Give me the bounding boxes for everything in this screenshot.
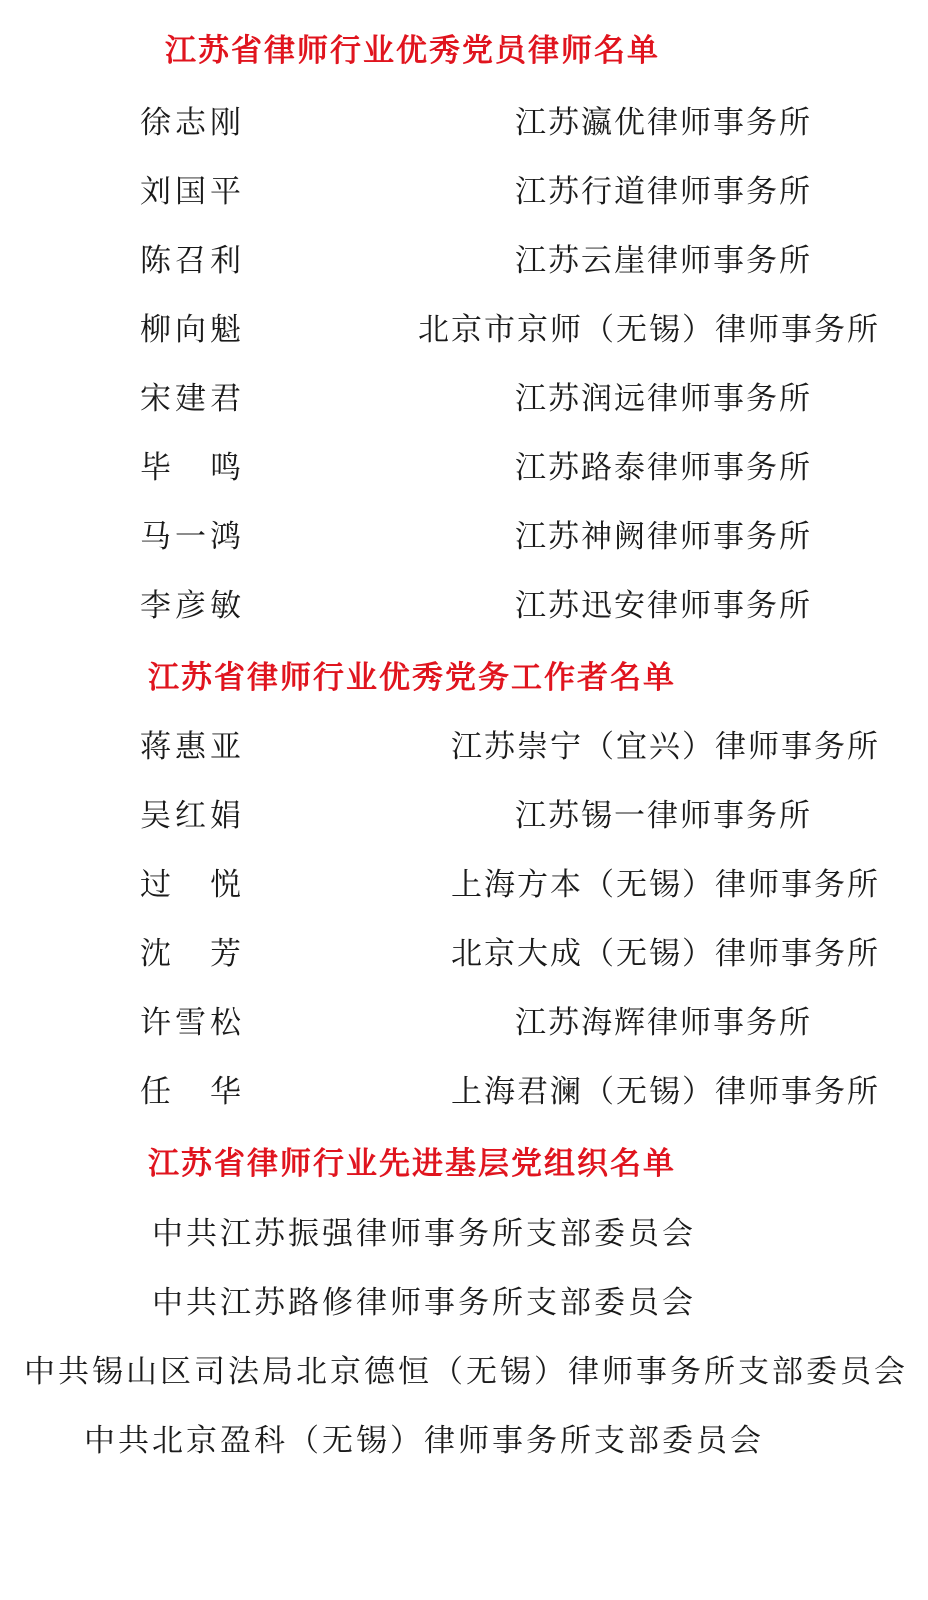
worker-name: 沈 芳 [140,936,245,972]
party-organization-name: 中共江苏振强律师事务所支部委员会 [152,1216,696,1252]
worker-name: 任 华 [140,1074,245,1110]
worker-name: 许雪松 [140,1005,245,1041]
law-firm-name: 江苏行道律师事务所 [515,174,812,210]
section-title-excellent-party-member-lawyers: 江苏省律师行业优秀党员律师名单 [165,33,660,69]
party-organization-name: 中共江苏路修律师事务所支部委员会 [152,1285,696,1321]
list-item [0,519,928,562]
worker-name: 蒋惠亚 [140,729,245,765]
law-firm-name: 江苏迅安律师事务所 [515,588,812,624]
list-item [0,105,928,148]
list-item [0,1074,928,1117]
list-item [0,381,928,424]
section-title-advanced-grassroots-party-organizations: 江苏省律师行业先进基层党组织名单 [148,1146,676,1182]
worker-name: 吴红娟 [140,798,245,834]
law-firm-name: 上海方本（无锡）律师事务所 [451,867,880,903]
law-firm-name: 江苏瀛优律师事务所 [515,105,812,141]
law-firm-name: 江苏润远律师事务所 [515,381,812,417]
law-firm-name: 江苏海辉律师事务所 [515,1005,812,1041]
party-organization-name: 中共锡山区司法局北京德恒（无锡）律师事务所支部委员会 [24,1354,908,1390]
lawyer-name: 刘国平 [140,174,245,210]
lawyer-name: 徐志刚 [140,105,245,141]
lawyer-name: 马一鸿 [140,519,245,555]
list-item [0,450,928,493]
section-title-excellent-party-affairs-workers: 江苏省律师行业优秀党务工作者名单 [148,660,676,696]
law-firm-name: 北京大成（无锡）律师事务所 [451,936,880,972]
law-firm-name: 江苏崇宁（宜兴）律师事务所 [451,729,880,765]
list-item [0,729,928,772]
list-item [0,174,928,217]
lawyer-name: 李彦敏 [140,588,245,624]
law-firm-name: 上海君澜（无锡）律师事务所 [451,1074,880,1110]
party-organization-name: 中共北京盈科（无锡）律师事务所支部委员会 [84,1423,764,1459]
lawyer-name: 毕 鸣 [140,450,245,486]
law-firm-name: 北京市京师（无锡）律师事务所 [418,312,880,348]
law-firm-name: 江苏云崖律师事务所 [515,243,812,279]
worker-name: 过 悦 [140,867,245,903]
law-firm-name: 江苏路泰律师事务所 [515,450,812,486]
lawyer-name: 陈召利 [140,243,245,279]
list-item [0,312,928,355]
list-item [0,588,928,631]
list-item [0,1005,928,1048]
list-item [0,936,928,979]
lawyer-name: 柳向魁 [140,312,245,348]
lawyer-name: 宋建君 [140,381,245,417]
list-item [0,243,928,286]
law-firm-name: 江苏锡一律师事务所 [515,798,812,834]
list-item [0,798,928,841]
law-firm-name: 江苏神阙律师事务所 [515,519,812,555]
list-item [0,867,928,910]
